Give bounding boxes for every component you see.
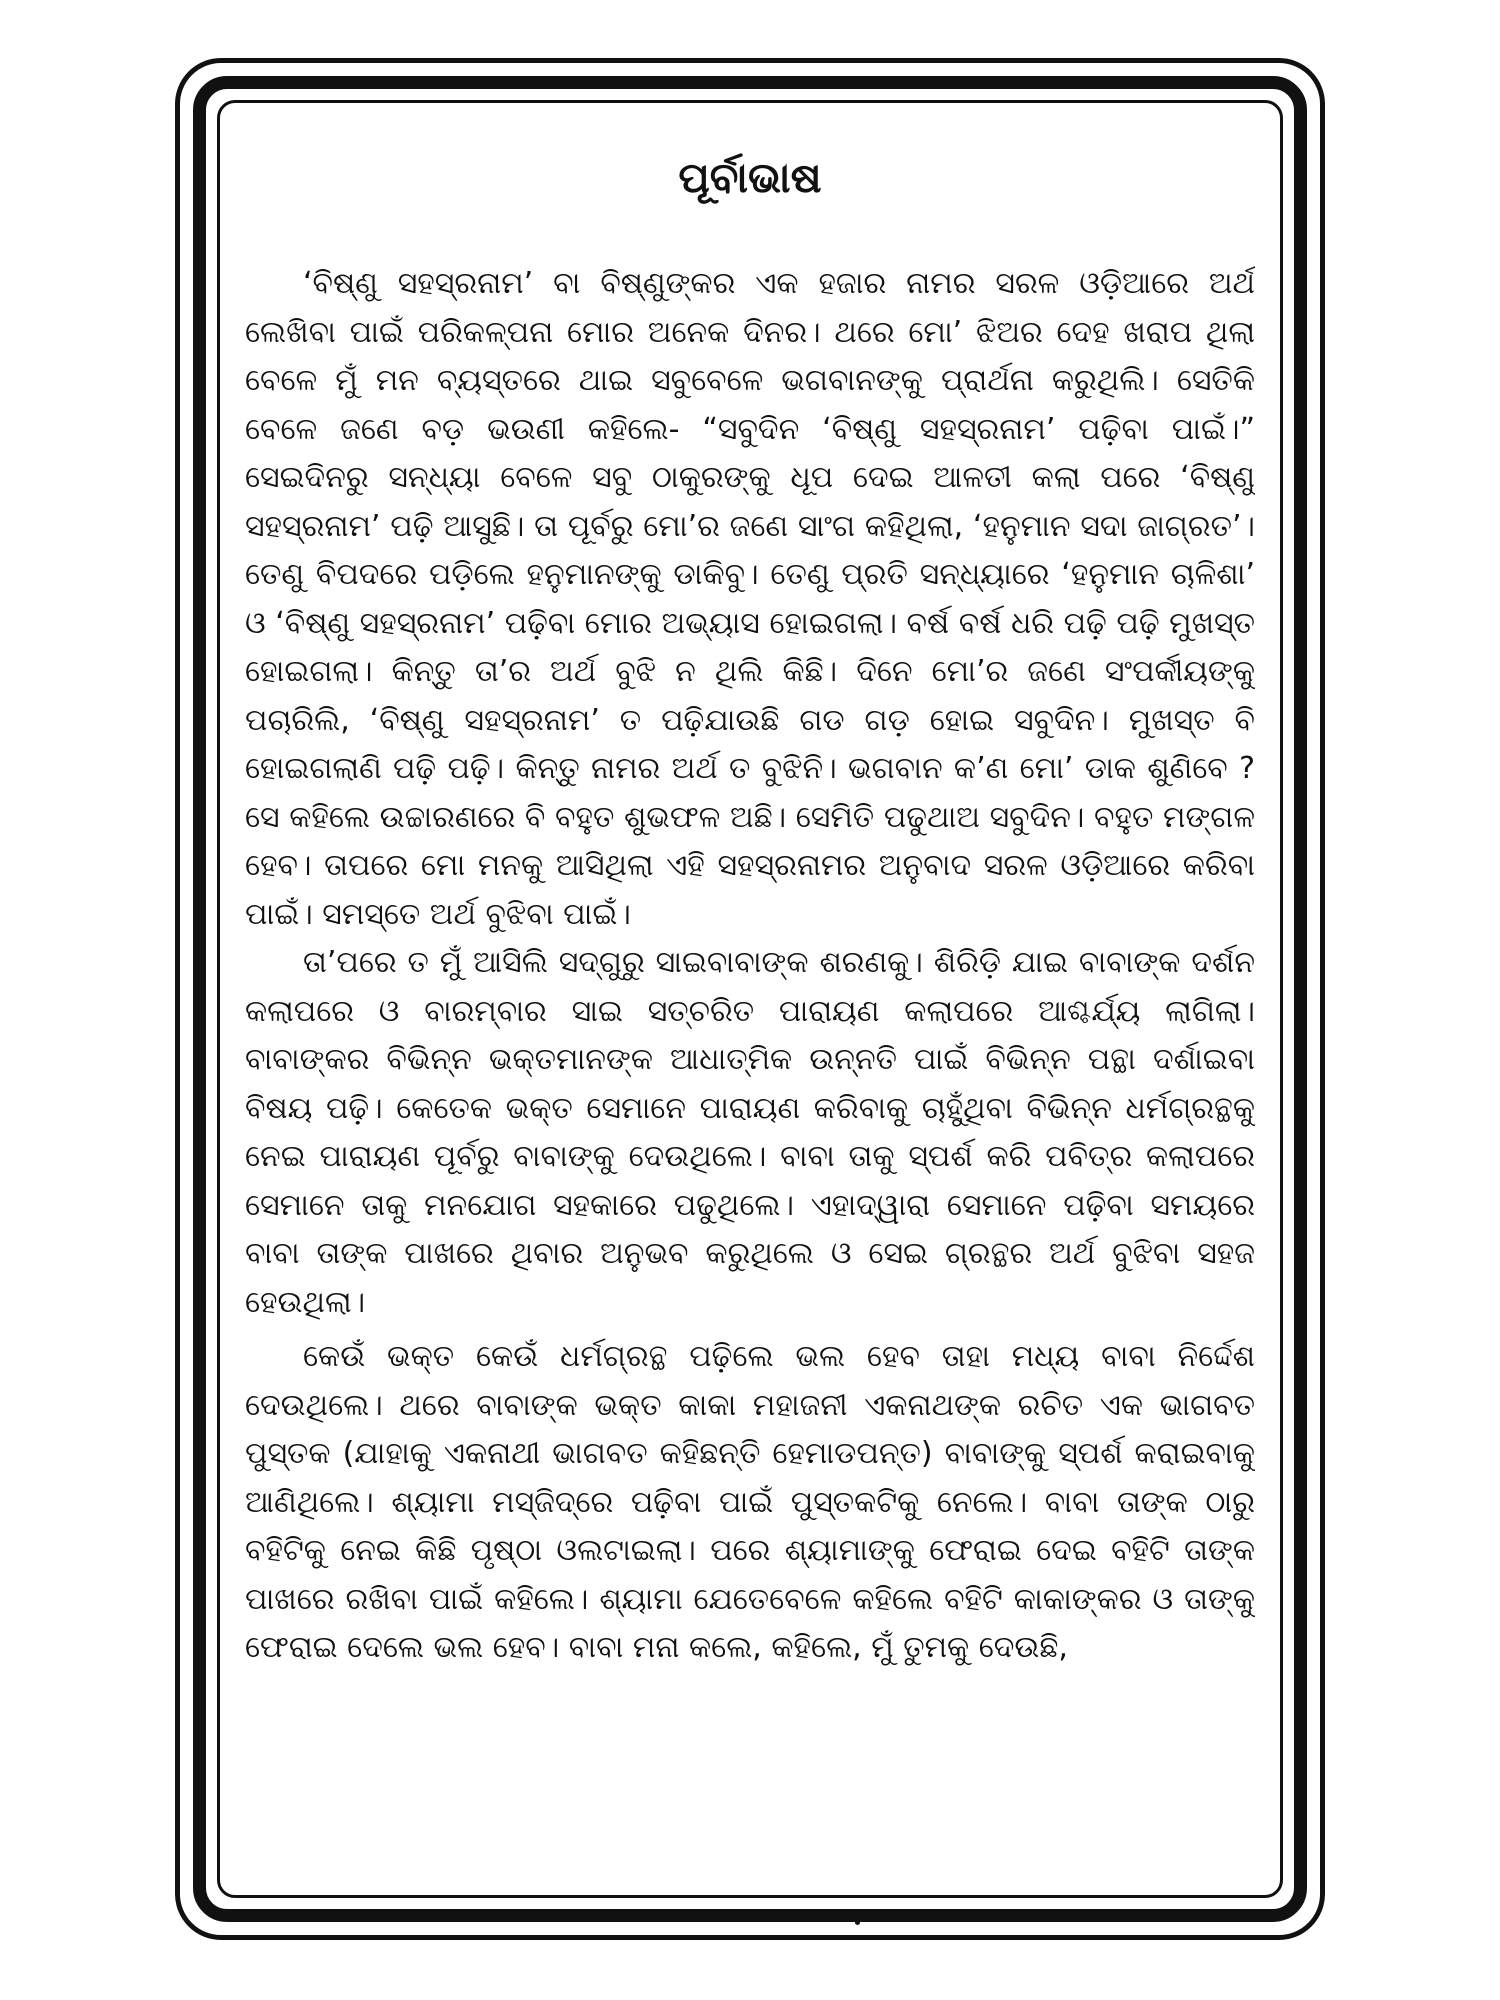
page-title: ପୂର୍ବାଭାଷ [678,153,822,202]
page-bottom-dot [855,1920,860,1925]
page-content [245,148,1255,1888]
paragraph-1: ‘ବିଷ୍ଣୁ ସହସ୍ରନାମ’ ବା ବିଷ୍ଣୁଙ୍କର ଏକ ହଜାର ନାମର ସରଳ ଓଡ଼ିଆରେ ଅର୍ଥ ଲେଖିବା ପାଇଁ ପରିକଳ୍ପନା ମୋର ଅନେକ ଦିନର। ଥରେ ମୋ’ ଝିଅର ଦେହ ଖରାପ ଥିଲା ବେଳେ ମୁଁ ମନ ବ୍ୟସ୍ତରେ ଥାଇ ସବୁବେଳେ ଭଗବାନଙ୍କୁ ପ୍ରାର୍ଥନା କରୁଥିଲି। ସେତିକି ବେଳେ ଜଣେ ବଡ଼ ଭଉଣୀ କହିଲେ- “ସବୁଦିନ ‘ବିଷ୍ଣୁ ସହସ୍ରନାମ’ ପଢ଼ିବା ପାଇଁ।” ସେଇଦିନରୁ ସନ୍ଧ୍ୟା ବେଳେ ସବୁ ଠାକୁରଙ୍କୁ ଧୂପ ଦେଇ ଆଳତୀ କଲା ପରେ ‘ବିଷ୍ଣୁ ସହସ୍ରନାମ’ ପଢ଼ି ଆସୁଛି। ତା ପୂର୍ବରୁ ମୋ’ର ଜଣେ ସାଂଗ କହିଥିଲା, ‘ହନୁମାନ ସଦା ଜାଗ୍ରତ’। ତେଣୁ ବିପଦରେ ପଡ଼ିଲେ ହନୁମାନଙ୍କୁ ଡାକିବୁ। ତେଣୁ ପ୍ରତି ସନ୍ଧ୍ୟାରେ ‘ହନୁମାନ ଚାଳିଶା’ ଓ ‘ବିଷ୍ଣୁ ସହସ୍ରନାମ’ ପଢ଼ିବା ମୋର ଅଭ୍ୟାସ ହୋଇଗଲା। ବର୍ଷ ବର୍ଷ ଧରି ପଢ଼ି ପଢ଼ି ମୁଖସ୍ତ ହୋଇଗଲା। କିନ୍ତୁ ତା’ର ଅର୍ଥ ବୁଝି ନ ଥିଲି କିଛି। ଦିନେ ମୋ’ର ଜଣେ ସଂପର୍କୀୟଙ୍କୁ ପଚାରିଲି, ‘ବିଷ୍ଣୁ ସହସ୍ରନାମ’ ତ ପଢ଼ିଯାଉଛି ଗଡ ଗଡ଼ ହୋଇ ସବୁଦିନ। ମୁଖସ୍ତ ବି ହୋଇଗଲାଣି ପଢ଼ି ପଢ଼ି। କିନ୍ତୁ ନାମର ଅର୍ଥ ତ ବୁଝିନି। ଭଗବାନ କ’ଣ ମୋ’ ଡାକ ଶୁଣିବେ ? ସେ କହିଲେ ଉଚ୍ଚାରଣରେ ବି ବହୁତ ଶୁଭଫଳ ଅଛି। ସେମିତି ପଢୁଥାଅ ସବୁଦିନ। ବହୁତ ମଙ୍ଗଳ ହେବ। ତାପରେ ମୋ ମନକୁ ଆସିଥିଲା ଏହି ସହସ୍ରନାମର ଅନୁବାଦ ସରଳ ଓଡ଼ିଆରେ କରିବା ପାଇଁ। ସମସ୍ତେ ଅର୍ଥ ବୁଝିବା ପାଇଁ। [245,266,1255,932]
paragraph-2: ତା’ପରେ ତ ମୁଁ ଆସିଲି ସଦ୍‌ଗୁରୁ ସାଇବାବାଙ୍କ ଶରଣକୁ। ଶିରିଡ଼ି ଯାଇ ବାବାଙ୍କ ଦର୍ଶନ କଲାପରେ ଓ ବାରମ୍ବାର ସାଇ ସତ୍‌ଚରିତ ପାରାୟଣ କଲାପରେ ଆଶ୍ଚର୍ଯ୍ୟ ଲାଗିଲା। ବାବାଙ୍କର ବିଭିନ୍ନ ଭକ୍ତମାନଙ୍କ ଆଧାତ୍ମିକ ଉନ୍ନତି ପାଇଁ ବିଭିନ୍ନ ପନ୍ଥା ଦର୍ଶାଇବା ବିଷୟ ପଢ଼ି। କେତେକ ଭକ୍ତ ସେମାନେ ପାରାୟଣ କରିବାକୁ ଚାହୁଁଥିବା ବିଭିନ୍ନ ଧର୍ମଗ୍ରନ୍ଥକୁ ନେଇ ପାରାୟଣ ପୂର୍ବରୁ ବାବାଙ୍କୁ ଦେଉଥିଲେ। ବାବା ତାକୁ ସ୍ପର୍ଶ କରି ପବିତ୍ର କଲାପରେ ସେମାନେ ତାକୁ ମନଯୋଗ ସହକାରେ ପଢୁଥିଲେ। ଏହାଦ୍ୱାରା ସେମାନେ ପଢ଼ିବା ସମୟରେ ବାବା ତାଙ୍କ ପାଖରେ ଥିବାର ଅନୁଭବ କରୁଥିଲେ ଓ ସେଇ ଗ୍ରନ୍ଥର ଅର୍ଥ ବୁଝିବା ସହଜ ହେଉଥିଲା। [245,945,1255,1320]
paragraph-3: କେଉଁ ଭକ୍ତ କେଉଁ ଧର୍ମଗ୍ରନ୍ଥ ପଢ଼ିଲେ ଭଲ ହେବ ତାହା ମଧ୍ୟ ବାବା ନିର୍ଦ୍ଦେଶ ଦେଉଥିଲେ। ଥରେ ବାବାଙ୍କ ଭକ୍ତ କାକା ମହାଜନୀ ଏକନାଥଙ୍କ ରଚିତ ଏକ ଭାଗବତ ପୁସ୍ତକ (ଯାହାକୁ ଏକନାଥୀ ଭାଗବତ କହିଛନ୍ତି ହେମାଡପନ୍ତ) ବାବାଙ୍କୁ ସ୍ପର୍ଶ କରାଇବାକୁ ଆଣିଥିଲେ। ଶ୍ୟାମା ମସ୍‌ଜିଦ୍‌ରେ ପଢ଼ିବା ପାଇଁ ପୁସ୍ତକଟିକୁ ନେଲେ। ବାବା ତାଙ୍କ ଠାରୁ ବହିଟିକୁ ନେଇ କିଛି ପୃଷ୍ଠା ଓଲଟାଇଲା। ପରେ ଶ୍ୟାମାଙ୍କୁ ଫେରାଇ ଦେଇ ବହିଟି ତାଙ୍କ ପାଖରେ ରଖିବା ପାଇଁ କହିଲେ। ଶ୍ୟାମା ଯେତେବେଳେ କହିଲେ ବହିଟି କାକାଙ୍କର ଓ ତାଙ୍କୁ ଫେରାଇ ଦେଲେ ଭଲ ହେବ। ବାବା ମନା କଲେ, କହିଲେ, ମୁଁ ତୁମକୁ ଦେଉଛି, [245,1339,1255,1665]
